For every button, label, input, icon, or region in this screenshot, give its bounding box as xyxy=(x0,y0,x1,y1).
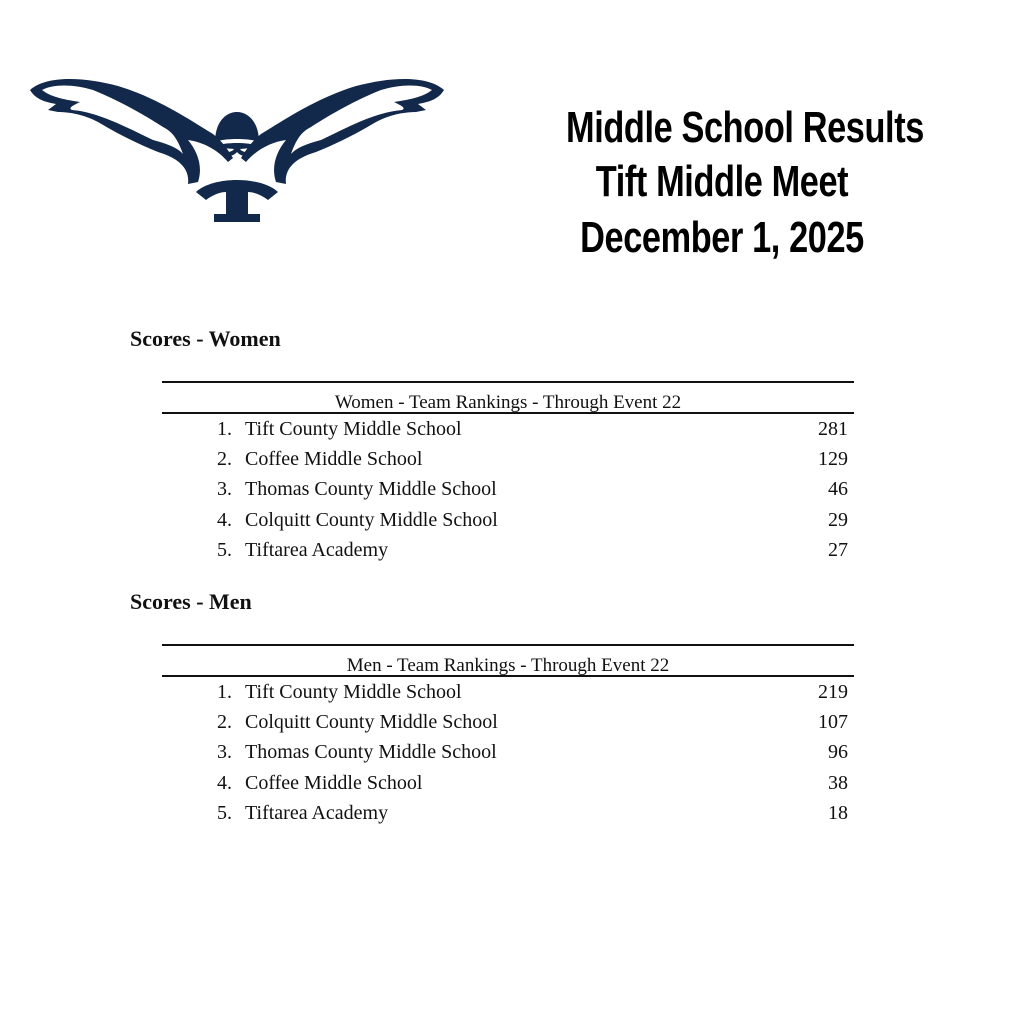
rank-number: 2. xyxy=(217,448,232,471)
table-row xyxy=(162,414,854,444)
table-row xyxy=(162,505,854,535)
team-name: Tift County Middle School xyxy=(245,418,462,440)
team-name: Colquitt County Middle School xyxy=(245,508,498,531)
rank-number: 1. xyxy=(217,681,232,703)
table-row xyxy=(162,677,854,707)
table-row xyxy=(162,444,854,474)
team-score: 129 xyxy=(818,448,848,471)
men-scores-heading: Scores - Men xyxy=(130,589,252,614)
team-score: 46 xyxy=(828,478,848,501)
table-row xyxy=(162,798,854,828)
team-score: 281 xyxy=(818,418,848,440)
team-name: Tiftarea Academy xyxy=(245,801,389,824)
men-table-title: Men - Team Rankings - Through Event 22 xyxy=(162,646,854,677)
team-score: 107 xyxy=(818,711,848,734)
table-row xyxy=(162,707,854,737)
women-rankings-table xyxy=(162,381,854,565)
team-score: 96 xyxy=(828,741,848,764)
swimmer-logo-icon xyxy=(28,72,446,228)
table-row xyxy=(162,737,854,767)
team-name: Thomas County Middle School xyxy=(245,741,497,764)
team-name: Colquitt County Middle School xyxy=(245,711,498,734)
team-name: Coffee Middle School xyxy=(245,771,423,794)
rank-number: 1. xyxy=(217,418,232,440)
table-row xyxy=(162,535,854,565)
team-name: Tiftarea Academy xyxy=(245,538,389,561)
title-line-1: Middle School Results xyxy=(566,103,924,152)
rank-number: 2. xyxy=(217,711,232,734)
rank-number: 3. xyxy=(217,478,232,501)
team-score: 18 xyxy=(828,801,848,824)
women-scores-heading: Scores - Women xyxy=(130,326,281,351)
team-score: 27 xyxy=(828,538,848,561)
men-rankings-table xyxy=(162,644,854,828)
women-table-title: Women - Team Rankings - Through Event 22 xyxy=(162,383,854,414)
team-name: Coffee Middle School xyxy=(245,448,423,471)
table-row xyxy=(162,474,854,504)
rank-number: 3. xyxy=(217,741,232,764)
rank-number: 4. xyxy=(217,771,232,794)
title-line-3: December 1, 2025 xyxy=(580,213,864,262)
title-line-2: Tift Middle Meet xyxy=(595,157,849,206)
table-row xyxy=(162,768,854,798)
team-score: 38 xyxy=(828,771,848,794)
team-score: 219 xyxy=(818,681,848,703)
team-name: Tift County Middle School xyxy=(245,681,462,703)
rank-number: 5. xyxy=(217,801,232,824)
team-name: Thomas County Middle School xyxy=(245,478,497,501)
rank-number: 4. xyxy=(217,508,232,531)
team-score: 29 xyxy=(828,508,848,531)
rank-number: 5. xyxy=(217,538,232,561)
